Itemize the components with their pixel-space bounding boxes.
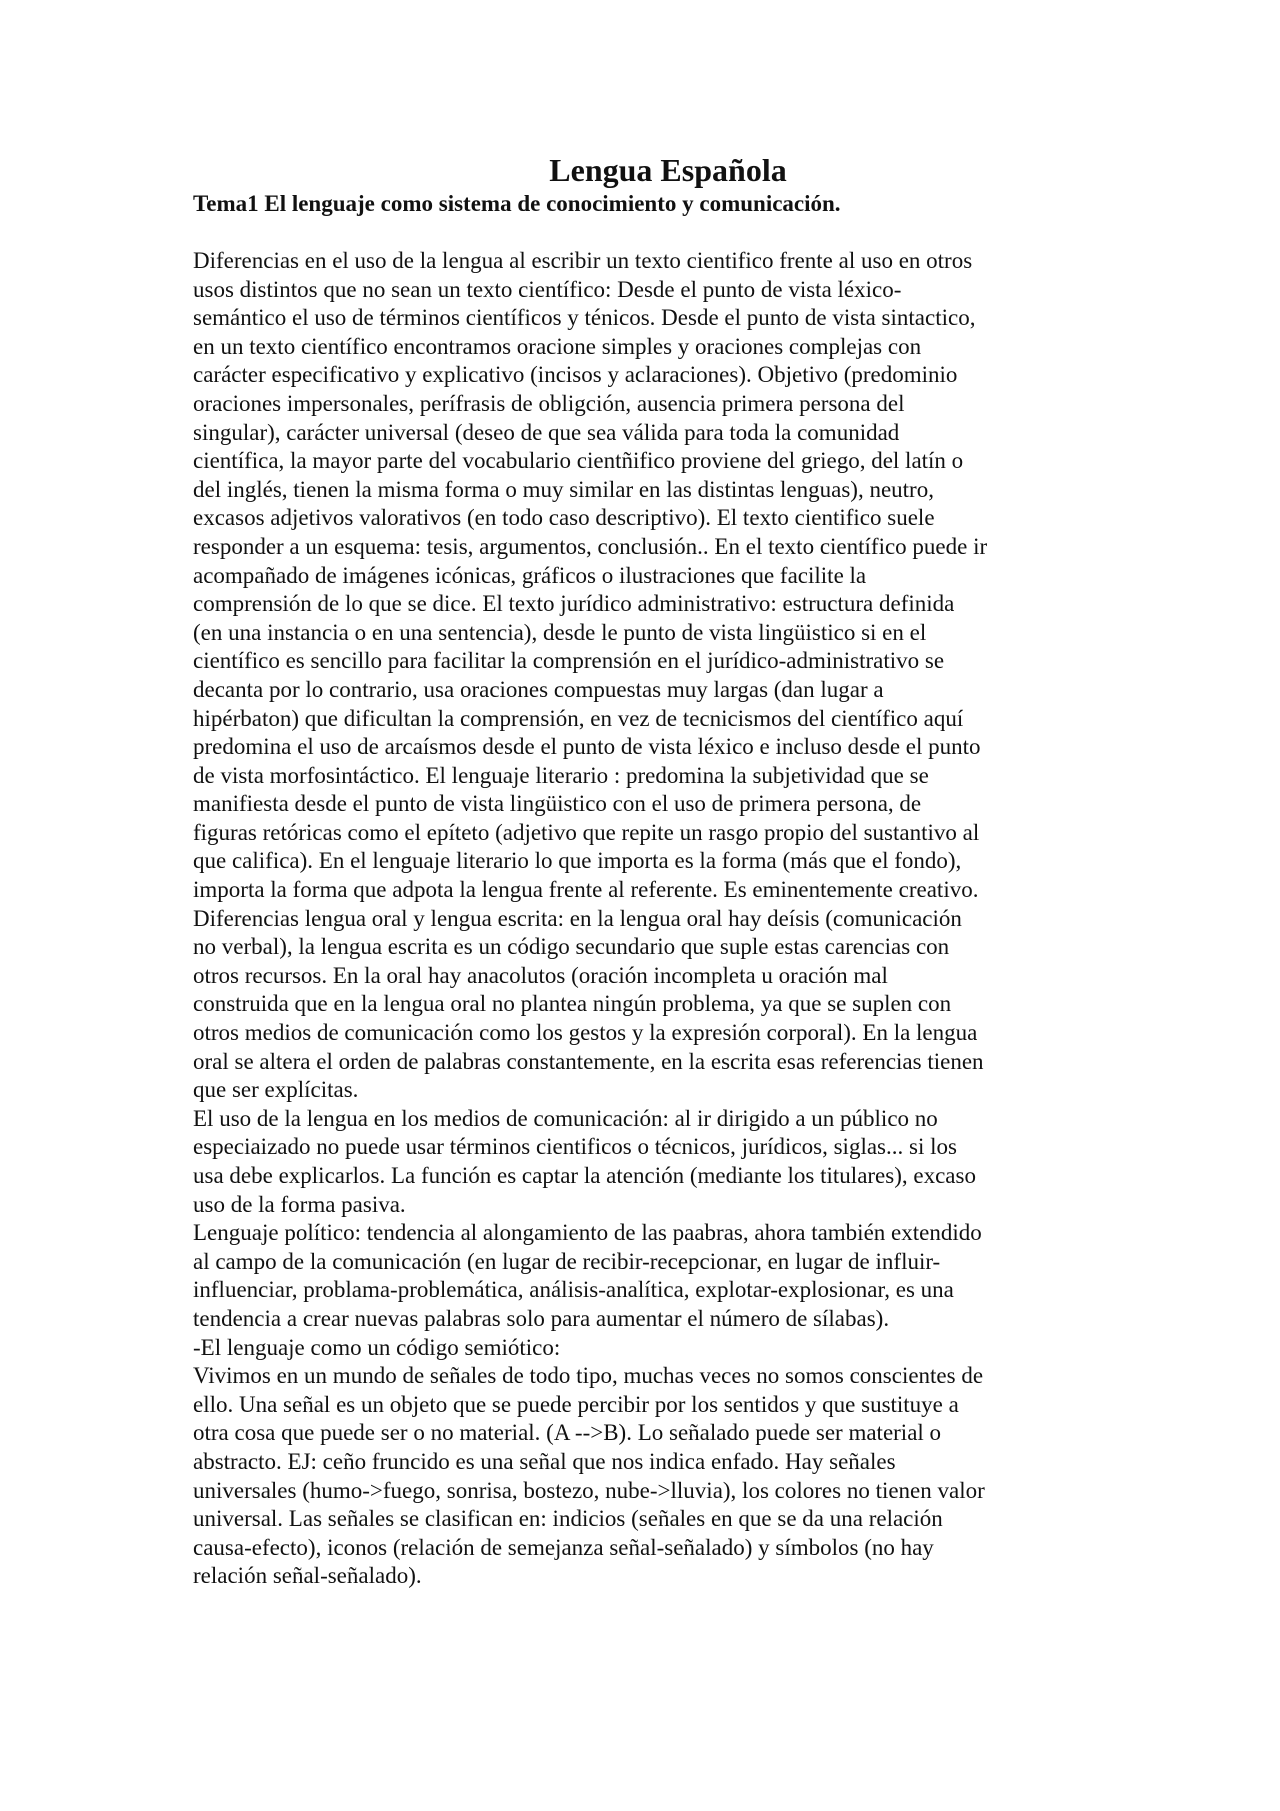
- text-line: acompañado de imágenes icónicas, gráficos o ilustraciones que facilite la: [193, 562, 867, 588]
- text-line: Diferencias en el uso de la lengua al escribir un texto cientifico frente al uso en otros: [193, 248, 973, 273]
- text-line: manifiesta desde el punto de vista lingüistico con el uso de primera persona, de: [193, 791, 922, 817]
- paragraphs-container: [193, 247, 1093, 1591]
- text-line: decanta por lo contrario, usa oraciones compuestas muy largas (dan lugar a: [193, 676, 884, 702]
- text-line: otros recursos. En la oral hay anacolutos (oración incompleta u oración mal: [193, 962, 888, 988]
- text-line: oraciones impersonales, perífrasis de obligción, ausencia primera persona del: [193, 390, 905, 416]
- text-line: en un texto científico encontramos oracione simples y oraciones complejas con: [193, 333, 922, 359]
- text-line: que ser explícitas.: [193, 1077, 359, 1103]
- text-line: no verbal), la lengua escrita es un código secundario que suple estas carencias con: [193, 934, 950, 960]
- text-line: universal. Las señales se clasifican en: indicios (señales en que se da una relación: [193, 1506, 943, 1532]
- text-line: causa-efecto), iconos (relación de semejanza señal-señalado) y símbolos (no hay: [193, 1534, 934, 1560]
- text-line: Lenguaje político: tendencia al alongamiento de las paabras, ahora también extendido: [193, 1220, 982, 1246]
- text-line: del inglés, tienen la misma forma o muy similar en las distintas lenguas), neutro,: [193, 476, 934, 502]
- text-line: uso de la forma pasiva.: [193, 1191, 406, 1217]
- text-line: al campo de la comunicación (en lugar de recibir-recepcionar, en lugar de influir-: [193, 1248, 941, 1274]
- text-line: influenciar, problama-problemática, análisis-analítica, explotar-explosionar, es una: [193, 1277, 954, 1303]
- text-line: científica, la mayor parte del vocabulario cientñifico proviene del griego, del latín o: [193, 448, 964, 474]
- text-line: (en una instancia o en una sentencia), desde le punto de vista lingüistico si en el: [193, 619, 927, 645]
- text-line: tendencia a crear nuevas palabras solo para aumentar el número de sílabas).: [193, 1305, 890, 1331]
- text-line: construida que en la lengua oral no plantea ningún problema, ya que se suplen con: [193, 991, 952, 1017]
- text-line: responder a un esquema: tesis, argumentos, conclusión.. En el texto científico puede ir: [193, 533, 988, 559]
- document-title: Lengua Española: [549, 152, 787, 188]
- text-line: científico es sencillo para facilitar la comprensión en el jurídico-administrativo se: [193, 648, 945, 674]
- text-line: abstracto. EJ: ceño fruncido es una señal que nos indica enfado. Hay señales: [193, 1448, 896, 1474]
- text-line: usa debe explicarlos. La función es captar la atención (mediante los titulares), excaso: [193, 1163, 976, 1188]
- text-line: predomina el uso de arcaísmos desde el punto de vista léxico e incluso desde el punto: [193, 734, 981, 760]
- text-line: ello. Una señal es un objeto que se puede percibir por los sentidos y que sustituye a: [193, 1391, 959, 1417]
- text-line: hipérbaton) que dificultan la comprensión, en vez de tecnicismos del científico aquí: [193, 705, 964, 731]
- text-line: usos distintos que no sean un texto científico: Desde el punto de vista léxico-: [193, 276, 902, 302]
- text-line: -El lenguaje como un código semiótico:: [193, 1334, 561, 1360]
- paragraph: [193, 247, 1093, 1105]
- text-line: de vista morfosintáctico. El lenguaje literario : predomina la subjetividad que se: [193, 762, 929, 788]
- paragraph: [193, 1105, 1093, 1219]
- text-line: oral se altera el orden de palabras constantemente, en la escrita esas referencias tienen: [193, 1048, 984, 1074]
- text-line: especiaizado no puede usar términos cientificos o técnicos, jurídicos, siglas... si los: [193, 1134, 957, 1160]
- text-line: figuras retóricas como el epíteto (adjetivo que repite un rasgo propio del sustantivo al: [193, 819, 980, 845]
- document-subtitle: Tema1 El lenguaje como sistema de conocimiento y comunicación.: [193, 191, 841, 216]
- text-line: universales (humo->fuego, sonrisa, bostezo, nube->lluvia), los colores no tienen valor: [193, 1477, 985, 1503]
- text-line: otros medios de comunicación como los gestos y la expresión corporal). En la lengua: [193, 1020, 978, 1046]
- text-line: otra cosa que puede ser o no material. (A -->B). Lo señalado puede ser material o: [193, 1420, 942, 1446]
- text-line: excasos adjetivos valorativos (en todo caso descriptivo). El texto cientifico suele: [193, 505, 935, 531]
- text-line: Vivimos en un mundo de señales de todo tipo, muchas veces no somos conscientes de: [193, 1363, 984, 1389]
- text-line: singular), carácter universal (deseo de que sea válida para toda la comunidad: [193, 419, 900, 445]
- text-line: comprensión de lo que se dice. El texto jurídico administrativo: estructura definida: [193, 591, 955, 617]
- paragraph: [193, 1219, 1093, 1333]
- text-line: relación señal-señalado).: [193, 1563, 422, 1589]
- document-body: [193, 150, 1093, 1591]
- text-line: importa la forma que adpota la lengua frente al referente. Es eminentemente creativo.: [193, 877, 979, 903]
- paragraph: [193, 1334, 1093, 1363]
- text-line: carácter especificativo y explicativo (incisos y aclaraciones). Objetivo (predominio: [193, 362, 958, 388]
- text-line: semántico el uso de términos científicos y ténicos. Desde el punto de vista sintactico,: [193, 305, 976, 331]
- text-line: El uso de la lengua en los medios de comunicación: al ir dirigido a un público no: [193, 1105, 938, 1131]
- paragraph: [193, 1362, 1093, 1591]
- text-line: que califica). En el lenguaje literario lo que importa es la forma (más que el fondo),: [193, 848, 962, 874]
- text-line: Diferencias lengua oral y lengua escrita: en la lengua oral hay deísis (comunicación: [193, 905, 962, 931]
